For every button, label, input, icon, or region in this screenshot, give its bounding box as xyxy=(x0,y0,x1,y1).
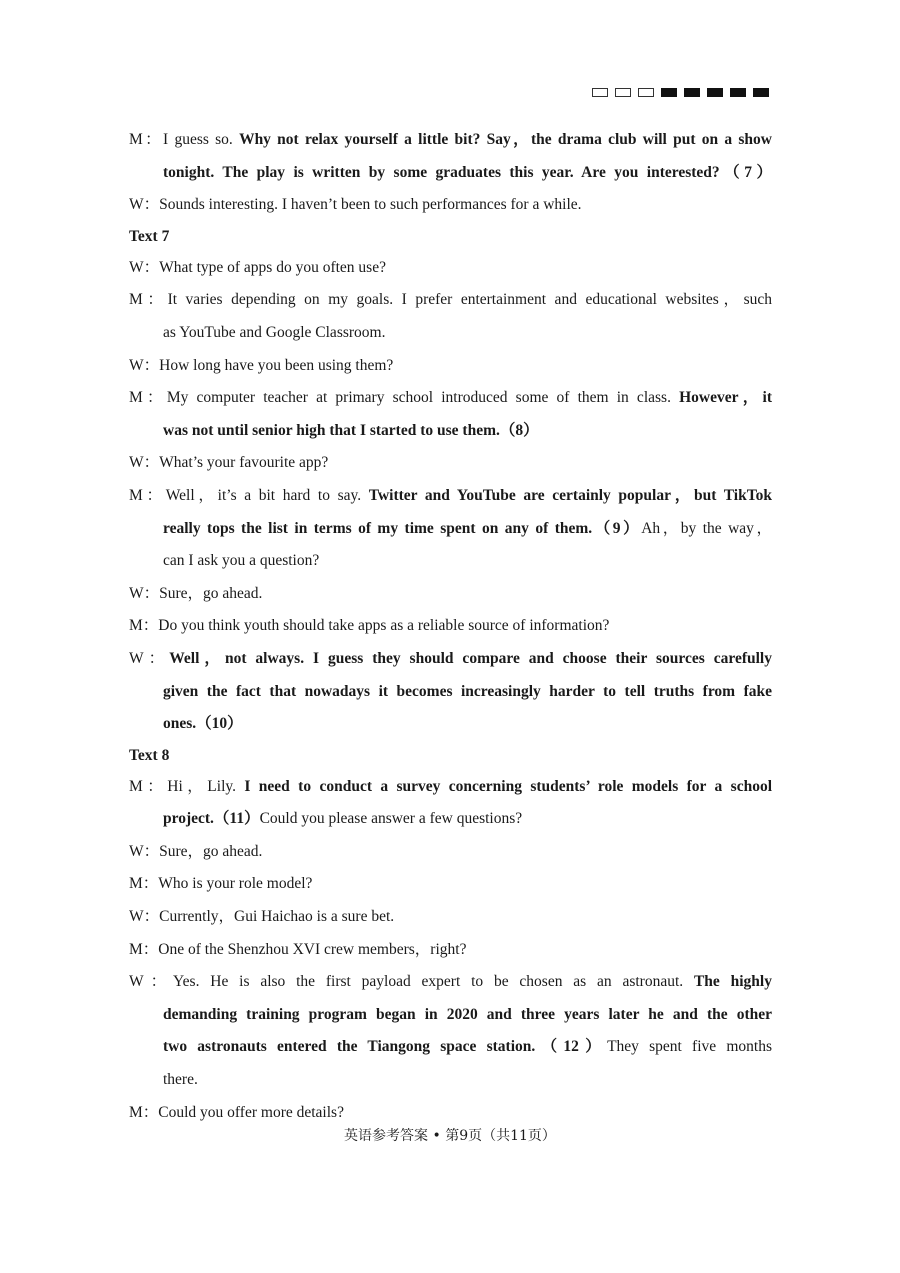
dialogue-text: W：Yes. He is also the first payload expert to be chosen as an astronaut. xyxy=(129,973,694,991)
dialogue-text: M：Who is your role model? xyxy=(129,875,313,893)
answer-text: given the fact that nowadays it becomes increasingly harder to tell truths from fake xyxy=(163,682,772,700)
transcript-line xyxy=(129,643,772,676)
page-footer: 英语参考答案 • 第9页（共11页） xyxy=(344,1128,556,1144)
dialogue-text: W：Currently，Gui Haichao is a sure bet. xyxy=(129,908,395,926)
transcript-line xyxy=(129,1064,772,1097)
transcript-line xyxy=(129,415,772,448)
filled-square-mark xyxy=(684,88,700,97)
dialogue-text: W：Sounds interesting. I haven’t been to such performances for a while. xyxy=(129,196,582,214)
dialogue-text: M：One of the Shenzhou XVI crew members，right? xyxy=(129,940,467,958)
answer-text: Text 8 xyxy=(129,746,170,764)
answer-text: really tops the list in terms of my time spent on any of them.（9） xyxy=(163,519,642,537)
answer-text: Why not relax yourself a little bit? Say，the drama club will put on a show xyxy=(239,131,772,148)
answer-text: Twitter and YouTube are certainly popular，but TikTok xyxy=(368,486,772,504)
transcript-line xyxy=(129,868,772,901)
dialogue-text: W：How long have you been using them? xyxy=(129,356,394,374)
transcript-line xyxy=(129,901,772,934)
transcript-line xyxy=(129,157,772,190)
empty-square-mark xyxy=(615,88,631,97)
section-heading xyxy=(129,222,772,252)
dialogue-text: can I ask you a question? xyxy=(163,552,320,570)
header-page-marks xyxy=(592,88,769,97)
dialogue-text: They spent five months xyxy=(607,1038,772,1056)
filled-square-mark xyxy=(753,88,769,97)
transcript-line xyxy=(129,545,772,578)
transcript-line xyxy=(129,447,772,480)
answer-text: was not until senior high that I started to use them.（8） xyxy=(163,421,539,439)
dialogue-text: W：Sure，go ahead. xyxy=(129,842,263,860)
answer-text: Text 7 xyxy=(129,227,170,245)
answer-text: two astronauts entered the Tiangong space station.（12） xyxy=(163,1038,608,1056)
dialogue-text: W：What type of apps do you often use? xyxy=(129,258,386,276)
transcript-line xyxy=(129,610,772,643)
dialogue-text: there. xyxy=(163,1071,198,1089)
filled-square-mark xyxy=(707,88,723,97)
filled-square-mark xyxy=(661,88,677,97)
answer-text: project.（11） xyxy=(163,810,260,828)
transcript-line xyxy=(129,513,772,546)
transcript-line xyxy=(129,578,772,611)
dialogue-text: W：Sure，go ahead. xyxy=(129,584,263,602)
transcript-line xyxy=(129,803,772,836)
dialogue-text: M：My computer teacher at primary school introduced some of them in class. xyxy=(129,389,680,407)
dialogue-text: Ah，by the way， xyxy=(641,519,772,537)
answer-text: tonight. The play is written by some graduates this year. Are you interested?（7） xyxy=(163,163,772,181)
dialogue-text: M：Well，it’s a bit hard to say. xyxy=(129,486,369,504)
transcript-line xyxy=(129,480,772,513)
dialogue-text: M：Hi，Lily. xyxy=(129,777,245,795)
dialogue-text: M：I guess so. xyxy=(129,131,240,148)
dialogue-text: M：Could you offer more details? xyxy=(129,1103,344,1121)
transcript-line xyxy=(129,284,772,317)
transcript-line xyxy=(129,771,772,804)
answer-text: However，it xyxy=(679,389,772,407)
transcript-line xyxy=(129,350,772,383)
dialogue-text: M：It varies depending on my goals. I prefer entertainment and educational websites，such xyxy=(129,291,772,309)
transcript-line xyxy=(129,1031,772,1064)
empty-square-mark xyxy=(592,88,608,97)
dialogue-text: W： xyxy=(129,649,170,667)
transcript-line xyxy=(129,999,772,1032)
answer-text: I need to conduct a survey concerning students’ role models for a school xyxy=(244,777,772,795)
dialogue-text: as YouTube and Google Classroom. xyxy=(163,323,386,341)
dialogue-text: Could you please answer a few questions? xyxy=(259,810,523,828)
empty-square-mark xyxy=(638,88,654,97)
dialogue-text: M：Do you think youth should take apps as a reliable source of information? xyxy=(129,617,610,635)
answer-text: demanding training program began in 2020 and three years later he and the other xyxy=(163,1005,772,1023)
transcript-line xyxy=(129,676,772,709)
answer-text: ones.（10） xyxy=(163,715,243,733)
transcript-line xyxy=(129,836,772,869)
transcript-line xyxy=(129,317,772,350)
transcript-body xyxy=(129,124,772,1129)
transcript-line xyxy=(129,934,772,967)
transcript-line xyxy=(129,966,772,999)
dialogue-text: W：What’s your favourite app? xyxy=(129,454,329,472)
transcript-line xyxy=(129,708,772,741)
answer-text: The highly xyxy=(693,973,772,991)
transcript-line xyxy=(129,382,772,415)
transcript-line xyxy=(129,252,772,285)
section-heading xyxy=(129,741,772,771)
transcript-line xyxy=(129,189,772,222)
filled-square-mark xyxy=(730,88,746,97)
transcript-line xyxy=(129,124,772,157)
answer-text: Well，not always. I guess they should compare and choose their sources carefully xyxy=(169,649,772,667)
